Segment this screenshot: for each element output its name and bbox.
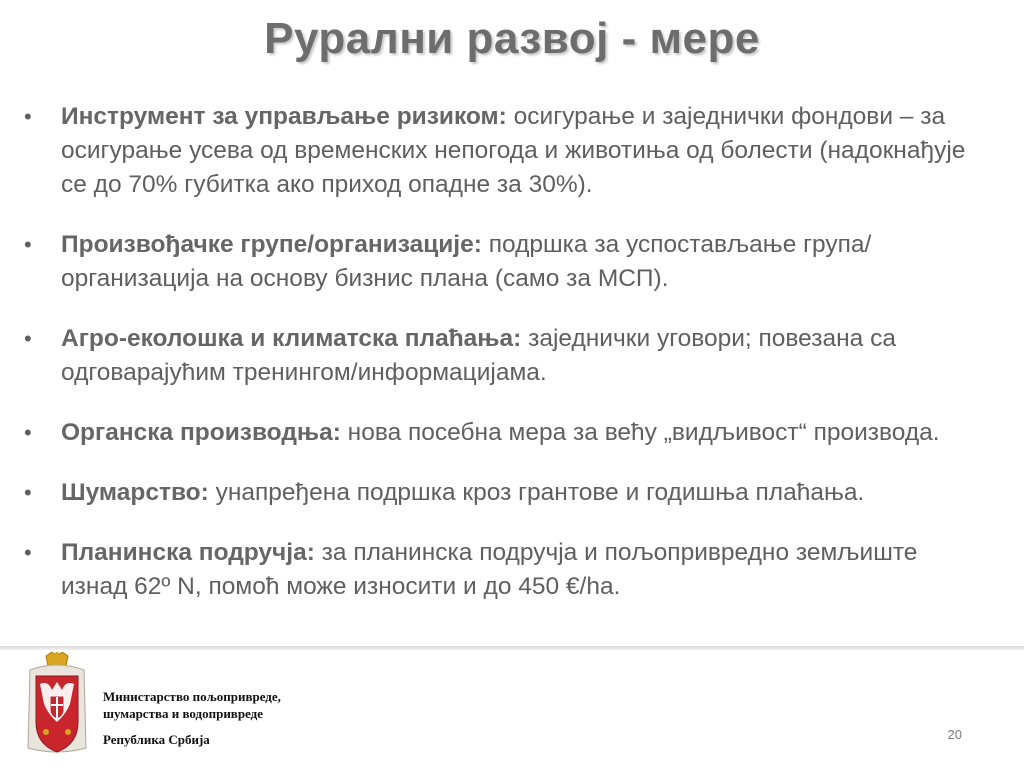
page-number: 20: [947, 727, 962, 742]
list-item: [24, 322, 984, 390]
bullet-dot-icon: •: [24, 326, 32, 351]
list-item: [24, 100, 984, 202]
list-item: [24, 228, 984, 296]
bullet-dot-icon: •: [24, 540, 32, 565]
bullet-dot-icon: •: [24, 480, 32, 505]
list-item: [24, 536, 984, 604]
bullet-heading: Агро-еколошка и климатска плаћања:: [61, 325, 522, 352]
bullet-heading: Органска производња:: [61, 419, 341, 446]
serbia-coat-of-arms-icon: [26, 652, 88, 758]
bullet-text: подршка за успостављање група/организација на основу бизнис плана (само за МСП).: [61, 231, 872, 292]
ministry-line-2: шумарства и водопривреде: [103, 706, 264, 721]
bullet-dot-icon: •: [24, 420, 32, 445]
list-item: [24, 416, 984, 450]
bullet-text: за планинска подручја и пољопривредно земљиште изнад 62º N, помоћ може износити и до 450 €/ha.: [61, 539, 918, 600]
ministry-name: [103, 688, 281, 722]
bullet-heading: Инструмент за управљање ризиком:: [61, 103, 507, 130]
bullet-dot-icon: •: [24, 104, 32, 129]
bullet-dot-icon: •: [24, 232, 32, 257]
bullet-text: унапређена подршка кроз грантове и годишња плаћања.: [208, 479, 865, 506]
republic-name: Република Србија: [103, 732, 210, 747]
bullet-list: [24, 100, 984, 630]
bullet-text: осигурање и заједнички фондови – за осигурање усева од временских непогода и животиња од болести (надокнађује се до 70% губитка ако приход опадне за 30%).: [61, 103, 966, 198]
list-item: [24, 476, 984, 510]
bullet-heading: Планинска подручја:: [61, 539, 315, 566]
ministry-line-1: Министарство пољопривреде,: [103, 689, 281, 704]
bullet-text: нова посебна мера за већу „видљивост“ производа.: [340, 419, 940, 446]
bullet-heading: Шумарство:: [61, 479, 209, 506]
bullet-text: заједнички уговори; повезана са одговарајућим тренингом/информацијама.: [61, 325, 896, 386]
bullet-heading: Произвођачке групе/организације:: [61, 231, 482, 258]
footer-divider: [0, 646, 1024, 650]
slide-title: Рурални развој - мере: [264, 14, 760, 63]
